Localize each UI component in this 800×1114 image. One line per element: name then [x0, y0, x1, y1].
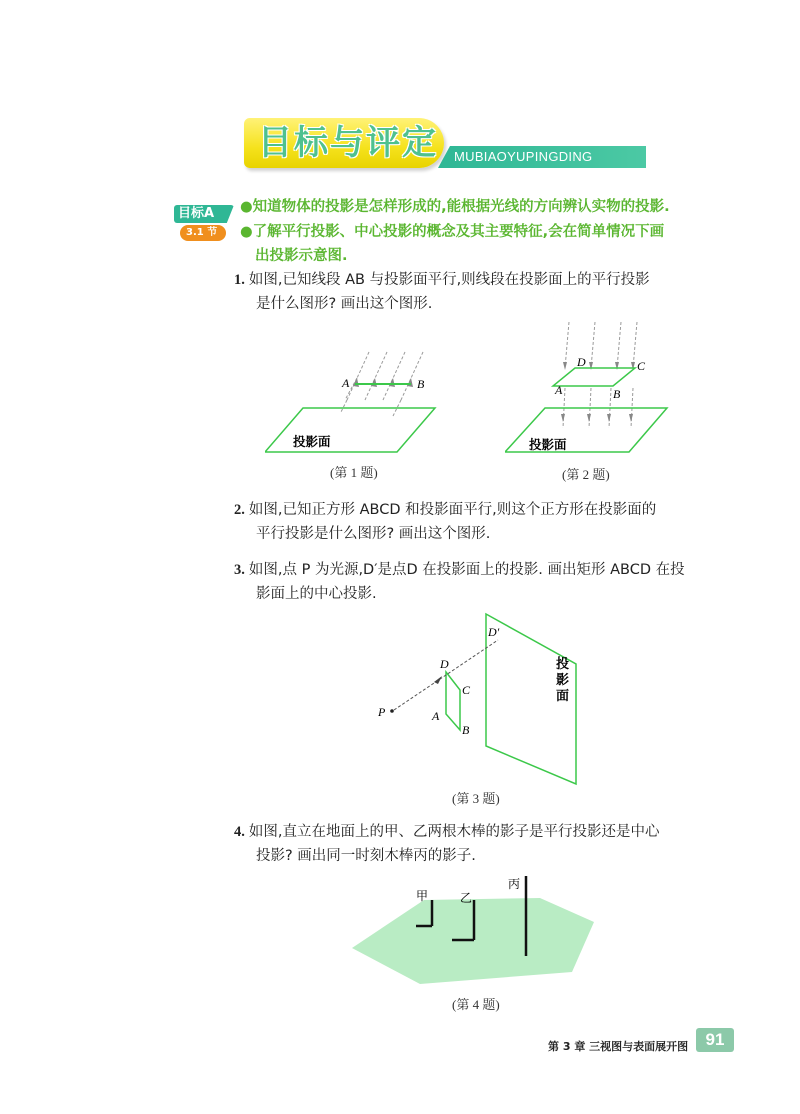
question-1: 1. 如图,已知线段 AB 与投影面平行,则线段在投影面上的平行投影 是什么图形? 画出这个图形.: [234, 272, 650, 312]
bullet-icon: ●: [240, 224, 253, 240]
square-abcd: [553, 368, 635, 386]
section-subtitle: MUBIAOYUPINGDING: [454, 149, 593, 164]
goal-item-2-continued: 出投影示意图.: [255, 248, 348, 264]
plane-label: 投影面: [293, 434, 331, 449]
label-b: B: [417, 377, 425, 391]
label-c: C: [637, 359, 646, 373]
goal-item-2: ●了解平行投影、中心投影的概念及其主要特征,会在简单情况下画: [240, 224, 665, 240]
figure-2-caption: (第 2 题): [562, 467, 610, 482]
figure-3-caption: (第 3 题): [452, 791, 500, 806]
label-p: P: [378, 705, 386, 719]
plane-label: 投影面: [529, 437, 567, 452]
label-bing: 丙: [508, 877, 521, 891]
figure-1: [265, 340, 445, 460]
page-number: 91: [705, 1030, 725, 1049]
light-source-point: [390, 709, 394, 713]
label-c: C: [462, 683, 471, 697]
projection-plane: [265, 408, 435, 452]
bullet-icon: ●: [240, 199, 253, 215]
label-b: B: [462, 723, 470, 737]
question-3: 3. 如图,点 P 为光源,D′是点D 在投影面上的投影. 画出矩形 ABCD 在投 影面上的中心投影.: [234, 562, 685, 602]
goal-item-1: ●知道物体的投影是怎样形成的,能根据光线的方向辨认实物的投影.: [240, 199, 670, 215]
label-d: D: [577, 355, 586, 369]
plane-label-2: 影: [556, 673, 570, 688]
figure-3: [370, 610, 590, 790]
label-a: A: [342, 376, 350, 390]
figure-4-caption: (第 4 题): [452, 997, 500, 1012]
label-b: B: [613, 387, 621, 401]
label-d-prime: D′: [488, 625, 500, 639]
plane-label-1: 投: [556, 657, 570, 672]
chapter-footer: 第 3 章 三视图与表面展开图: [548, 1040, 689, 1053]
question-2: 2. 如图,已知正方形 ABCD 和投影面平行,则这个正方形在投影面的 平行投影是什么图形? 画出这个图形.: [234, 502, 657, 542]
figure-2: [505, 318, 685, 458]
label-d: D: [440, 657, 449, 671]
label-jia: 甲: [416, 889, 429, 903]
question-4: 4. 如图,直立在地面上的甲、乙两根木棒的影子是平行投影还是中心 投影? 画出同一时刻木棒丙的影子.: [234, 824, 660, 864]
plane-label-3: 面: [556, 689, 570, 704]
section-title: 目标与评定: [258, 123, 438, 163]
rectangle-abcd: [446, 672, 460, 730]
goal-badge-label: 目标A: [178, 206, 215, 221]
section-badge-label: 3.1 节: [186, 227, 218, 238]
label-a: A: [432, 709, 440, 723]
label-a: A: [555, 383, 563, 397]
figure-1-caption: (第 1 题): [330, 465, 378, 480]
figure-4: [350, 868, 620, 998]
label-yi: 乙: [460, 891, 473, 905]
